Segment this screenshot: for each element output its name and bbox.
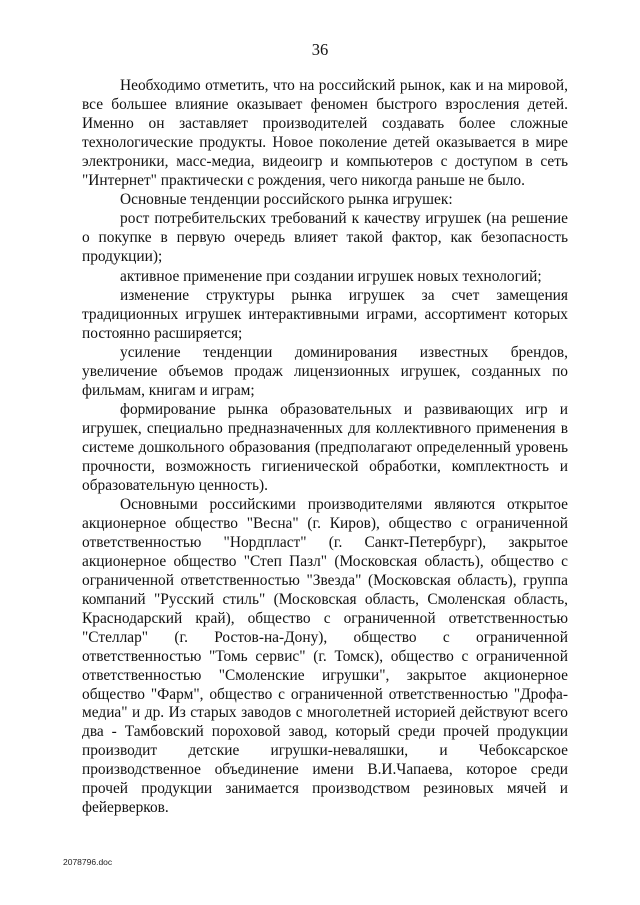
document-body [82,77,568,818]
list-item-quality-demand: рост потребительских требований к качеству игрушек (на решение о покупке в первую очередь влияет такой фактор, как безопасность продукции); [82,210,568,266]
list-item-structure-change: изменение структуры рынка игрушек за счет замещения традиционных игрушек интерактивными играми, ассортимент которых постоянно расширяется; [82,286,568,342]
list-item-educational-games: формирование рынка образовательных и развивающих игр и игрушек, специально предназначенных для коллективного применения в системе дошкольного образования (предполагают определенный уровень прочности, возможность гигиенической обработки, комплектность и образовательную ценность). [82,401,568,495]
paragraph-manufacturers: Основными российскими производителями являются открытое акционерное общество "Весна" (г. Киров), общество с ограниченной ответственностью "Нордпласт" (г. Санкт-Петербург), закрытое акционерное общество "Степ Пазл" (Московская область), общество с ограниченной ответственностью "Звезда" (Московская область), группа компаний "Русский стиль" (Московская область, Смоленская область, Краснодарский край), общество с ограниченной ответственностью "Стеллар" (г. Ростов-на-Дону), общество с ограниченной ответственностью "Томь сервис" (г. Томск), общество с ограниченной ответственностью "Смоленские игрушки", закрытое акционерное общество "Фарм", общество с ограниченной ответственностью "Дрофа-медиа" и др. Из старых заводов с многолетней историей действуют всего два - Тамбовский пороховой завод, который среди прочей продукции производит детские игрушки-неваляшки, и Чебоксарское производственное объединение имени В.И.Чапаева, которое среди прочей продукции занимается производством резиновых мячей и фейерверков. [82,496,568,816]
page-number: 36 [311,40,329,59]
list-item-new-technologies: активное применение при создании игрушек новых технологий; [120,267,542,285]
footer-filename: 2078796.doc [63,857,113,867]
paragraph-trends-heading: Основные тенденции российского рынка игрушек: [120,190,453,208]
paragraph-market-intro: Необходимо отметить, что на российский рынок, как и на мировой, все большее влияние оказывает феномен быстрого взросления детей. Именно он заставляет производителей создавать более сложные технологические продукты. Новое поколение детей оказывается в мире электроники, масс-медиа, видеоигр и компьютеров с доступом в сеть "Интернет" практически с рождения, чего никогда раньше не было. [82,77,568,189]
list-item-brand-dominance: усиление тенденции доминирования известных брендов, увеличение объемов продаж лицензионных игрушек, созданных по фильмам, книгам и играм; [82,344,568,399]
